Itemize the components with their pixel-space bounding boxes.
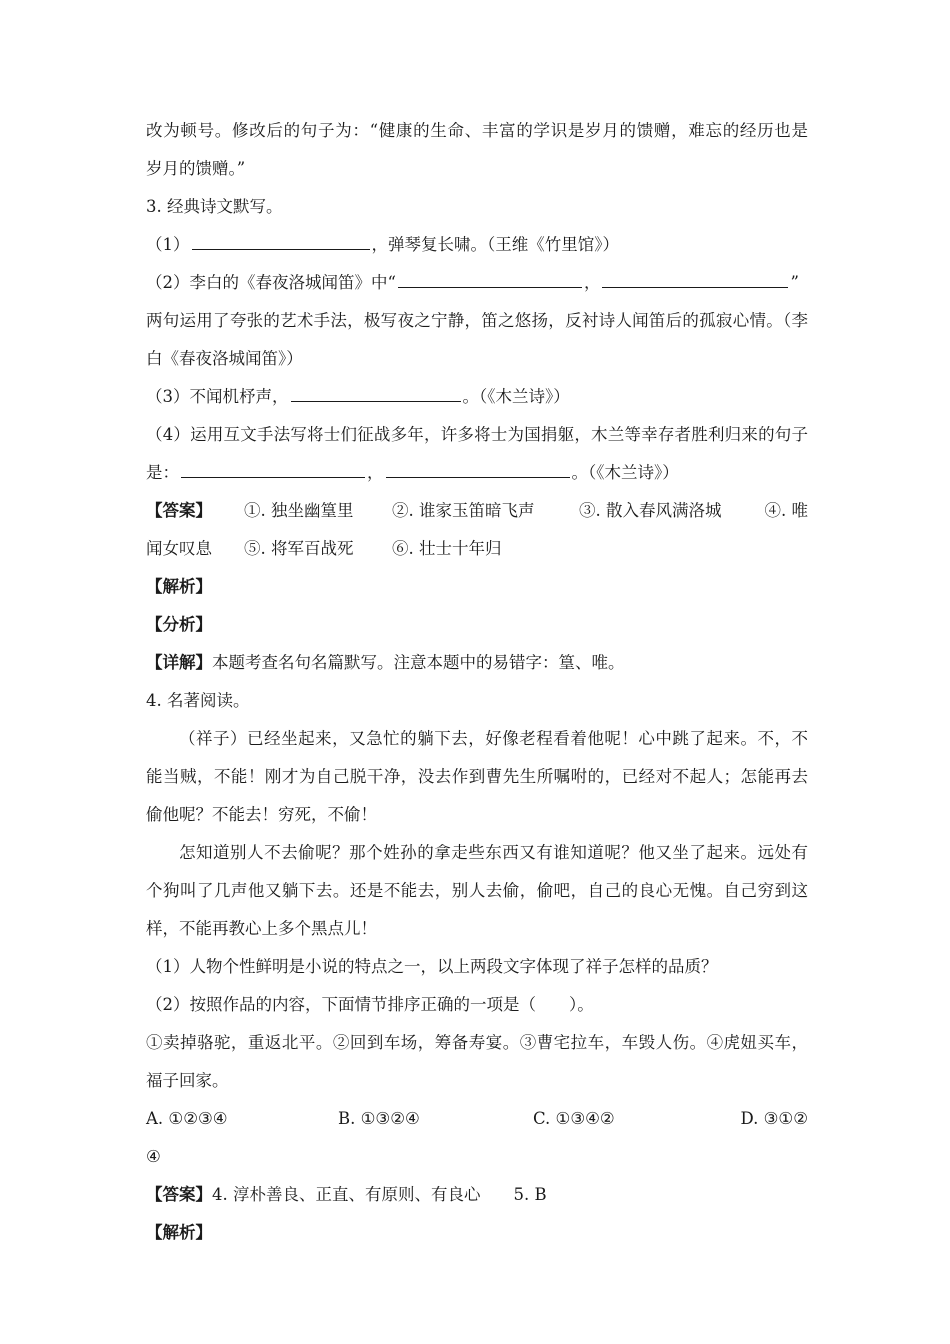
q3-answer-label: 【答案】 xyxy=(146,501,212,520)
choice-d-continuation: ④ xyxy=(146,1147,161,1166)
q3-sub2-line3: 白《春夜洛城闻笛》） xyxy=(146,349,303,368)
choice-b: B. ①③②④ xyxy=(338,1109,420,1128)
q4-options-line1: ①卖掉骆驼，重返北平。②回到车场，筹备寿宴。③曹宅拉车，车毁人伤。④虎妞买车， xyxy=(146,1033,808,1052)
q4-answer-label: 【答案】 xyxy=(146,1185,212,1204)
q4-passage2-line1: 怎知道别人不去偷呢？那个姓孙的拿走些东西又有谁知道呢？他又坐了起来。远处有 xyxy=(179,843,808,862)
continuation-line-1: 改为顿号。修改后的句子为：“健康的生命、丰富的学识是岁月的馈赠，难忘的经历也是 xyxy=(146,121,808,140)
q3-detail-text: 本题考查名句名篇默写。注意本题中的易错字：篁、唯。 xyxy=(212,653,625,672)
q4-choices-line xyxy=(146,1100,808,1138)
q4-options-line2: 福子回家。 xyxy=(146,1071,229,1090)
choice-c: C. ①③④② xyxy=(533,1109,615,1128)
q3-sub4-line2 xyxy=(146,454,808,492)
q3-sub3-blank xyxy=(291,379,461,402)
q3-answer-4-start: ④. 唯 xyxy=(764,501,808,520)
q3-sub3-prefix: （3）不闻机杼声， xyxy=(146,387,289,406)
q3-sub3-suffix: 。（《木兰诗》） xyxy=(462,387,570,406)
document-page xyxy=(146,112,808,1252)
q3-sub1-blank xyxy=(192,227,370,250)
q3-sub2-line2: 两句运用了夸张的艺术手法，极写夜之宁静，笛之悠扬，反衬诗人闻笛后的孤寂心情。（李 xyxy=(146,311,808,330)
q3-answer-6: ⑥. 壮士十年归 xyxy=(392,539,502,558)
q3-sub2-line1 xyxy=(146,264,808,302)
q4-passage1-line3: 偷他呢？不能去！穷死，不偷！ xyxy=(146,805,377,824)
q4-passage1-line1: （祥子）已经坐起来，又急忙的躺下去，好像老程看着他呢！心中跳了起来。不，不 xyxy=(179,729,808,748)
q3-answer-5: ⑤. 将军百战死 xyxy=(244,539,354,558)
q3-sub2-quote: ” xyxy=(790,273,799,292)
q3-fenxi-label: 【分析】 xyxy=(146,615,212,634)
choice-d: D. ③①② xyxy=(740,1109,808,1128)
q4-sub1: （1）人物个性鲜明是小说的特点之一，以上两段文字体现了祥子怎样的品质？ xyxy=(146,957,718,976)
q3-answer-3: ③. 散入春风满洛城 xyxy=(579,501,722,520)
q3-answer-4-end: 闻女叹息 xyxy=(146,539,212,558)
q3-sub4-blank-2 xyxy=(386,455,570,478)
q4-title: 4. 名著阅读。 xyxy=(146,691,250,710)
q3-sub1 xyxy=(146,226,808,264)
q4-sub2: （2）按照作品的内容，下面情节排序正确的一项是（ ）。 xyxy=(146,995,594,1014)
continuation-line-2: 岁月的馈赠。” xyxy=(146,159,246,178)
q3-sub4-comma: ， xyxy=(367,463,384,482)
q3-sub4-line1: （4）运用互文手法写将士们征战多年，许多将士为国捐躯，木兰等幸存者胜利归来的句子 xyxy=(146,425,808,444)
q3-jiexi-label: 【解析】 xyxy=(146,577,212,596)
q3-sub2-prefix: （2）李白的《春夜洛城闻笛》中“ xyxy=(146,273,396,292)
q3-title: 3. 经典诗文默写。 xyxy=(146,197,283,216)
q3-sub2-comma: ， xyxy=(583,273,601,292)
q4-answer-text: 4. 淳朴善良、正直、有原则、有良心 5. B xyxy=(212,1185,547,1204)
q4-passage2-line3: 样，不能再教心上多个黑点儿！ xyxy=(146,919,377,938)
q3-sub1-prefix: （1） xyxy=(146,235,190,254)
q3-sub2-blank-2 xyxy=(602,265,788,288)
q3-answer-line2 xyxy=(146,530,808,568)
q3-detail xyxy=(146,644,808,682)
q3-sub4-blank-1 xyxy=(181,455,365,478)
q4-passage2-line2: 个狗叫了几声他又躺下去。还是不能去，别人去偷，偷吧，自己的良心无愧。自己穷到这 xyxy=(146,881,808,900)
q4-passage1-line2: 能当贼，不能！刚才为自己脱干净，没去作到曹先生所嘱咐的，已经对不起人；怎能再去 xyxy=(146,767,808,786)
q3-sub1-suffix: ，弹琴复长啸。（王维《竹里馆》） xyxy=(371,235,619,254)
q3-answer-1: ①. 独坐幽篁里 xyxy=(244,501,354,520)
q3-answer-2: ②. 谁家玉笛暗飞声 xyxy=(392,501,535,520)
choice-a: A. ①②③④ xyxy=(146,1109,228,1128)
q3-sub2-blank-1 xyxy=(398,265,582,288)
q3-sub4-suffix: 。（《木兰诗》） xyxy=(571,463,679,482)
q4-jiexi-label: 【解析】 xyxy=(146,1223,212,1242)
q3-detail-label: 【详解】 xyxy=(146,653,212,672)
q4-answer xyxy=(146,1176,808,1214)
q3-sub3 xyxy=(146,378,808,416)
q3-answer-line1 xyxy=(146,492,808,530)
q3-sub4-prefix: 是： xyxy=(146,463,179,482)
